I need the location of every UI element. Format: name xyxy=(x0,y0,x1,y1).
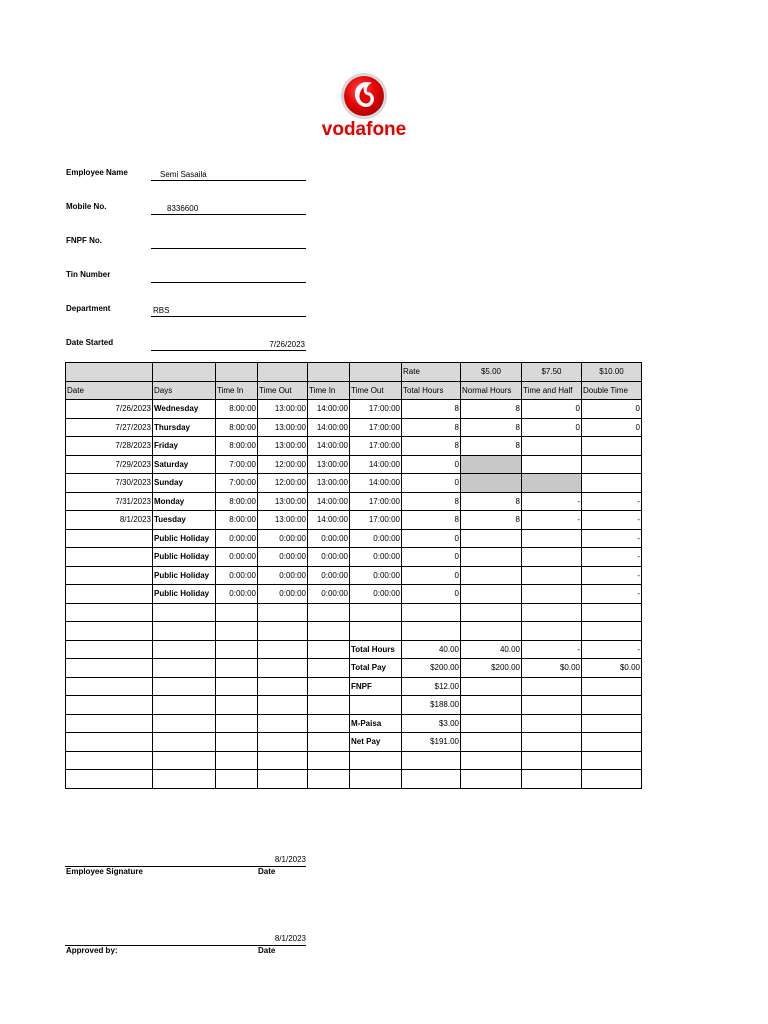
cell-double-time[interactable] xyxy=(582,437,642,456)
cell-total-hours[interactable]: 0 xyxy=(402,548,461,567)
table-row xyxy=(66,677,642,696)
cell-normal-hours[interactable] xyxy=(461,455,522,474)
cell-time-out[interactable]: 13:00:00 xyxy=(258,400,308,419)
cell-normal-hours[interactable] xyxy=(461,529,522,548)
cell-time-and-half[interactable] xyxy=(522,733,582,752)
cell-time-out[interactable]: 13:00:00 xyxy=(258,511,308,530)
cell-normal-hours[interactable] xyxy=(461,566,522,585)
cell-double-time[interactable] xyxy=(582,622,642,641)
cell-time-out-2[interactable]: Net Pay xyxy=(350,733,402,752)
header-row xyxy=(66,381,642,400)
cell-normal-hours[interactable]: 8 xyxy=(461,400,522,419)
cell-time-out-2[interactable]: Total Hours xyxy=(350,640,402,659)
date-started-value: 7/26/2023 xyxy=(269,340,305,349)
cell-time-out-2[interactable] xyxy=(350,603,402,622)
table-row xyxy=(66,622,642,641)
cell-normal-hours[interactable]: 8 xyxy=(461,492,522,511)
cell-days[interactable] xyxy=(153,640,216,659)
approved-date-label: Date xyxy=(258,946,276,955)
cell-days[interactable]: Saturday xyxy=(153,455,216,474)
cell-time-and-half[interactable] xyxy=(522,566,582,585)
cell-date[interactable]: 7/31/2023 xyxy=(66,492,153,511)
table-row xyxy=(66,770,642,789)
cell-time-and-half[interactable] xyxy=(522,751,582,770)
cell-time-in-2[interactable]: 0:00:00 xyxy=(308,566,350,585)
cell-time-and-half[interactable] xyxy=(522,622,582,641)
header-time-and-half[interactable]: Time and Half xyxy=(522,381,582,400)
cell-time-in-2[interactable]: 0:00:00 xyxy=(308,529,350,548)
rate-cell-normal-hours[interactable]: $5.00 xyxy=(461,363,522,382)
cell-normal-hours[interactable]: 8 xyxy=(461,511,522,530)
cell-days[interactable] xyxy=(153,770,216,789)
rate-cell-date[interactable] xyxy=(66,363,153,382)
rate-cell-time-out-2[interactable] xyxy=(350,363,402,382)
table-row xyxy=(66,603,642,622)
cell-time-in[interactable] xyxy=(216,659,258,678)
cell-time-out[interactable]: 12:00:00 xyxy=(258,455,308,474)
cell-time-and-half[interactable] xyxy=(522,455,582,474)
cell-date[interactable]: 7/27/2023 xyxy=(66,418,153,437)
header-time-in-2[interactable]: Time In xyxy=(308,381,350,400)
header-days[interactable]: Days xyxy=(153,381,216,400)
cell-time-in-2[interactable] xyxy=(308,622,350,641)
rate-cell-time-in-2[interactable] xyxy=(308,363,350,382)
cell-total-hours[interactable]: 8 xyxy=(402,437,461,456)
rate-cell-double-time[interactable]: $10.00 xyxy=(582,363,642,382)
cell-time-in-2[interactable]: 13:00:00 xyxy=(308,455,350,474)
cell-days[interactable] xyxy=(153,696,216,715)
cell-time-out-2[interactable]: 0:00:00 xyxy=(350,566,402,585)
cell-time-in-2[interactable]: 14:00:00 xyxy=(308,437,350,456)
cell-time-in[interactable]: 0:00:00 xyxy=(216,529,258,548)
cell-time-and-half[interactable] xyxy=(522,548,582,567)
cell-time-in[interactable]: 8:00:00 xyxy=(216,511,258,530)
cell-days[interactable]: Thursday xyxy=(153,418,216,437)
cell-normal-hours[interactable] xyxy=(461,733,522,752)
cell-time-and-half[interactable]: 0 xyxy=(522,400,582,419)
cell-time-out-2[interactable] xyxy=(350,770,402,789)
cell-time-out[interactable]: 13:00:00 xyxy=(258,437,308,456)
cell-date[interactable]: 7/29/2023 xyxy=(66,455,153,474)
table-row xyxy=(66,474,642,493)
cell-time-in[interactable]: 0:00:00 xyxy=(216,585,258,604)
fnpf-field[interactable] xyxy=(151,237,306,249)
table-row xyxy=(66,400,642,419)
vodafone-logo xyxy=(312,72,418,142)
table-row xyxy=(66,696,642,715)
cell-time-out[interactable] xyxy=(258,677,308,696)
rate-row xyxy=(66,363,642,382)
cell-date[interactable] xyxy=(66,714,153,733)
cell-date[interactable]: 7/30/2023 xyxy=(66,474,153,493)
cell-time-and-half[interactable]: - xyxy=(522,640,582,659)
employee-name-label: Employee Name xyxy=(66,168,128,177)
cell-time-in-2[interactable] xyxy=(308,659,350,678)
logo-wordmark: vodafone xyxy=(321,119,407,140)
cell-time-out-2[interactable] xyxy=(350,622,402,641)
cell-normal-hours[interactable] xyxy=(461,474,522,493)
mobile-label: Mobile No. xyxy=(66,202,107,211)
cell-time-out[interactable] xyxy=(258,770,308,789)
table-row xyxy=(66,640,642,659)
cell-days[interactable] xyxy=(153,603,216,622)
tin-field[interactable] xyxy=(151,271,306,283)
cell-time-and-half[interactable]: $0.00 xyxy=(522,659,582,678)
timesheet-table xyxy=(65,362,642,789)
fnpf-label: FNPF No. xyxy=(66,236,102,245)
cell-days[interactable]: Friday xyxy=(153,437,216,456)
cell-days[interactable]: Wednesday xyxy=(153,400,216,419)
header-date[interactable]: Date xyxy=(66,381,153,400)
cell-time-in[interactable]: 7:00:00 xyxy=(216,455,258,474)
cell-days[interactable]: Public Holiday xyxy=(153,585,216,604)
cell-time-out[interactable]: 12:00:00 xyxy=(258,474,308,493)
cell-time-out-2[interactable]: Total Pay xyxy=(350,659,402,678)
cell-total-hours[interactable] xyxy=(402,603,461,622)
table-row xyxy=(66,585,642,604)
cell-double-time[interactable] xyxy=(582,455,642,474)
cell-double-time[interactable]: - xyxy=(582,548,642,567)
cell-double-time[interactable]: 0 xyxy=(582,400,642,419)
cell-time-out[interactable] xyxy=(258,640,308,659)
table-row xyxy=(66,548,642,567)
cell-time-out-2[interactable]: FNPF xyxy=(350,677,402,696)
cell-time-out[interactable] xyxy=(258,659,308,678)
cell-total-hours[interactable]: $191.00 xyxy=(402,733,461,752)
cell-time-out-2[interactable]: 14:00:00 xyxy=(350,455,402,474)
cell-time-out[interactable] xyxy=(258,751,308,770)
cell-time-out-2[interactable]: 17:00:00 xyxy=(350,492,402,511)
table-row xyxy=(66,511,642,530)
cell-time-and-half[interactable] xyxy=(522,529,582,548)
cell-time-out-2[interactable]: 0:00:00 xyxy=(350,585,402,604)
table-row xyxy=(66,492,642,511)
mobile-value: 8336600 xyxy=(167,204,199,213)
cell-time-and-half[interactable] xyxy=(522,677,582,696)
department-field[interactable] xyxy=(151,305,306,317)
cell-double-time[interactable] xyxy=(582,714,642,733)
cell-time-in-2[interactable] xyxy=(308,733,350,752)
approved-by-label: Approved by: xyxy=(66,946,118,955)
header-normal-hours[interactable]: Normal Hours xyxy=(461,381,522,400)
cell-time-in[interactable] xyxy=(216,622,258,641)
cell-time-and-half[interactable] xyxy=(522,603,582,622)
employee-signature-date-label: Date xyxy=(258,867,276,876)
mobile-field[interactable] xyxy=(151,203,306,215)
cell-total-hours[interactable]: $200.00 xyxy=(402,659,461,678)
cell-total-hours[interactable]: 0 xyxy=(402,455,461,474)
employee-signature-label: Employee Signature xyxy=(66,867,143,876)
header-time-out[interactable]: Time Out xyxy=(258,381,308,400)
cell-time-in-2[interactable] xyxy=(308,751,350,770)
cell-time-and-half[interactable]: - xyxy=(522,511,582,530)
cell-time-in-2[interactable] xyxy=(308,770,350,789)
cell-total-hours[interactable]: 0 xyxy=(402,474,461,493)
cell-time-and-half[interactable] xyxy=(522,437,582,456)
cell-date[interactable] xyxy=(66,529,153,548)
cell-time-and-half[interactable] xyxy=(522,474,582,493)
cell-time-out[interactable]: 0:00:00 xyxy=(258,585,308,604)
cell-double-time[interactable]: - xyxy=(582,492,642,511)
cell-time-and-half[interactable] xyxy=(522,714,582,733)
cell-double-time[interactable] xyxy=(582,677,642,696)
cell-normal-hours[interactable]: 40.00 xyxy=(461,640,522,659)
cell-time-out[interactable]: 0:00:00 xyxy=(258,529,308,548)
cell-normal-hours[interactable] xyxy=(461,622,522,641)
cell-normal-hours[interactable] xyxy=(461,548,522,567)
cell-time-in[interactable] xyxy=(216,677,258,696)
cell-time-in-2[interactable]: 14:00:00 xyxy=(308,400,350,419)
cell-time-out-2[interactable]: 17:00:00 xyxy=(350,437,402,456)
cell-time-in-2[interactable]: 0:00:00 xyxy=(308,585,350,604)
rate-cell-time-out[interactable] xyxy=(258,363,308,382)
cell-time-and-half[interactable]: - xyxy=(522,492,582,511)
employee-name-field[interactable] xyxy=(151,169,306,181)
cell-days[interactable] xyxy=(153,751,216,770)
cell-double-time[interactable]: - xyxy=(582,529,642,548)
header-double-time[interactable]: Double Time xyxy=(582,381,642,400)
table-row xyxy=(66,437,642,456)
date-started-field[interactable] xyxy=(151,339,306,351)
cell-date[interactable]: 7/26/2023 xyxy=(66,400,153,419)
cell-time-in[interactable] xyxy=(216,733,258,752)
cell-total-hours[interactable]: 0 xyxy=(402,529,461,548)
cell-time-and-half[interactable] xyxy=(522,770,582,789)
rate-cell-total-hours[interactable]: Rate xyxy=(402,363,461,382)
cell-time-in[interactable] xyxy=(216,770,258,789)
cell-time-in[interactable]: 0:00:00 xyxy=(216,548,258,567)
date-started-label: Date Started xyxy=(66,338,114,347)
cell-double-time[interactable]: - xyxy=(582,566,642,585)
cell-total-hours[interactable] xyxy=(402,622,461,641)
cell-double-time[interactable] xyxy=(582,751,642,770)
cell-time-in-2[interactable] xyxy=(308,603,350,622)
department-label: Department xyxy=(66,304,111,313)
cell-days[interactable]: Public Holiday xyxy=(153,566,216,585)
header-total-hours[interactable]: Total Hours xyxy=(402,381,461,400)
cell-date[interactable] xyxy=(66,585,153,604)
cell-total-hours[interactable]: 40.00 xyxy=(402,640,461,659)
cell-time-out-2[interactable]: 0:00:00 xyxy=(350,529,402,548)
cell-date[interactable] xyxy=(66,696,153,715)
cell-time-in[interactable]: 7:00:00 xyxy=(216,474,258,493)
cell-time-in-2[interactable] xyxy=(308,696,350,715)
cell-total-hours[interactable]: $3.00 xyxy=(402,714,461,733)
cell-date[interactable] xyxy=(66,770,153,789)
cell-time-in[interactable] xyxy=(216,640,258,659)
cell-double-time[interactable] xyxy=(582,474,642,493)
cell-days[interactable] xyxy=(153,677,216,696)
cell-time-out[interactable]: 0:00:00 xyxy=(258,566,308,585)
table-row xyxy=(66,733,642,752)
table-row xyxy=(66,566,642,585)
cell-date[interactable]: 7/28/2023 xyxy=(66,437,153,456)
cell-normal-hours[interactable] xyxy=(461,585,522,604)
cell-normal-hours[interactable] xyxy=(461,677,522,696)
cell-date[interactable] xyxy=(66,733,153,752)
cell-time-in-2[interactable] xyxy=(308,714,350,733)
cell-date[interactable] xyxy=(66,548,153,567)
cell-total-hours[interactable]: $188.00 xyxy=(402,696,461,715)
cell-time-and-half[interactable] xyxy=(522,696,582,715)
cell-total-hours[interactable]: $12.00 xyxy=(402,677,461,696)
tin-label: Tin Number xyxy=(66,270,111,279)
table-row xyxy=(66,455,642,474)
cell-normal-hours[interactable] xyxy=(461,751,522,770)
cell-time-and-half[interactable] xyxy=(522,585,582,604)
cell-time-out-2[interactable]: 17:00:00 xyxy=(350,400,402,419)
cell-time-in-2[interactable]: 14:00:00 xyxy=(308,418,350,437)
cell-time-in-2[interactable] xyxy=(308,640,350,659)
cell-date[interactable] xyxy=(66,622,153,641)
cell-total-hours[interactable] xyxy=(402,751,461,770)
cell-days[interactable] xyxy=(153,714,216,733)
cell-time-out[interactable] xyxy=(258,622,308,641)
cell-date[interactable] xyxy=(66,677,153,696)
table-row xyxy=(66,529,642,548)
header-time-in[interactable]: Time In xyxy=(216,381,258,400)
cell-time-out[interactable]: 13:00:00 xyxy=(258,418,308,437)
cell-normal-hours[interactable]: 8 xyxy=(461,437,522,456)
cell-total-hours[interactable]: 8 xyxy=(402,418,461,437)
cell-double-time[interactable]: 0 xyxy=(582,418,642,437)
cell-days[interactable] xyxy=(153,659,216,678)
cell-days[interactable]: Sunday xyxy=(153,474,216,493)
employee-name-value: Semi Sasaila xyxy=(160,170,207,179)
rate-cell-time-and-half[interactable]: $7.50 xyxy=(522,363,582,382)
cell-time-in-2[interactable]: 14:00:00 xyxy=(308,492,350,511)
cell-total-hours[interactable] xyxy=(402,770,461,789)
cell-normal-hours[interactable] xyxy=(461,696,522,715)
cell-time-out-2[interactable]: 0:00:00 xyxy=(350,548,402,567)
cell-time-out-2[interactable]: M-Paisa xyxy=(350,714,402,733)
cell-total-hours[interactable]: 0 xyxy=(402,566,461,585)
cell-double-time[interactable] xyxy=(582,603,642,622)
approved-date: 8/1/2023 xyxy=(274,934,306,943)
cell-time-in[interactable]: 8:00:00 xyxy=(216,418,258,437)
cell-time-out[interactable]: 0:00:00 xyxy=(258,548,308,567)
cell-time-in[interactable] xyxy=(216,714,258,733)
cell-time-in-2[interactable]: 14:00:00 xyxy=(308,511,350,530)
cell-time-out-2[interactable]: 14:00:00 xyxy=(350,474,402,493)
cell-normal-hours[interactable] xyxy=(461,770,522,789)
cell-normal-hours[interactable] xyxy=(461,714,522,733)
cell-days[interactable] xyxy=(153,733,216,752)
cell-days[interactable]: Tuesday xyxy=(153,511,216,530)
cell-days[interactable]: Public Holiday xyxy=(153,529,216,548)
cell-days[interactable] xyxy=(153,622,216,641)
cell-double-time[interactable] xyxy=(582,696,642,715)
table-row xyxy=(66,714,642,733)
cell-normal-hours[interactable]: $200.00 xyxy=(461,659,522,678)
cell-time-in[interactable]: 8:00:00 xyxy=(216,400,258,419)
cell-time-out[interactable] xyxy=(258,603,308,622)
cell-total-hours[interactable]: 8 xyxy=(402,400,461,419)
cell-total-hours[interactable]: 0 xyxy=(402,585,461,604)
cell-time-out[interactable] xyxy=(258,733,308,752)
cell-time-out[interactable] xyxy=(258,714,308,733)
cell-normal-hours[interactable]: 8 xyxy=(461,418,522,437)
cell-double-time[interactable]: - xyxy=(582,511,642,530)
cell-time-in-2[interactable]: 13:00:00 xyxy=(308,474,350,493)
cell-date[interactable] xyxy=(66,603,153,622)
cell-double-time[interactable]: - xyxy=(582,640,642,659)
cell-date[interactable]: 8/1/2023 xyxy=(66,511,153,530)
cell-time-out-2[interactable]: 17:00:00 xyxy=(350,418,402,437)
table-row xyxy=(66,751,642,770)
cell-time-in-2[interactable] xyxy=(308,677,350,696)
cell-time-out-2[interactable]: 17:00:00 xyxy=(350,511,402,530)
rate-cell-time-in[interactable] xyxy=(216,363,258,382)
cell-total-hours[interactable]: 8 xyxy=(402,511,461,530)
cell-days[interactable]: Monday xyxy=(153,492,216,511)
header-time-out-2[interactable]: Time Out xyxy=(350,381,402,400)
cell-date[interactable] xyxy=(66,640,153,659)
cell-total-hours[interactable]: 8 xyxy=(402,492,461,511)
cell-time-in-2[interactable]: 0:00:00 xyxy=(308,548,350,567)
department-value: RBS xyxy=(153,306,170,315)
cell-time-out-2[interactable] xyxy=(350,696,402,715)
cell-time-in[interactable] xyxy=(216,603,258,622)
cell-days[interactable]: Public Holiday xyxy=(153,548,216,567)
table-row xyxy=(66,418,642,437)
cell-time-in[interactable]: 8:00:00 xyxy=(216,492,258,511)
cell-date[interactable] xyxy=(66,659,153,678)
cell-date[interactable] xyxy=(66,751,153,770)
cell-time-out-2[interactable] xyxy=(350,751,402,770)
rate-cell-days[interactable] xyxy=(153,363,216,382)
employee-signature-date: 8/1/2023 xyxy=(274,855,306,864)
cell-double-time[interactable]: $0.00 xyxy=(582,659,642,678)
table-row xyxy=(66,659,642,678)
cell-time-and-half[interactable]: 0 xyxy=(522,418,582,437)
cell-double-time[interactable] xyxy=(582,770,642,789)
cell-double-time[interactable] xyxy=(582,733,642,752)
cell-time-in[interactable]: 8:00:00 xyxy=(216,437,258,456)
cell-time-in[interactable] xyxy=(216,751,258,770)
cell-time-in[interactable]: 0:00:00 xyxy=(216,566,258,585)
cell-double-time[interactable]: - xyxy=(582,585,642,604)
cell-normal-hours[interactable] xyxy=(461,603,522,622)
cell-time-out[interactable]: 13:00:00 xyxy=(258,492,308,511)
cell-time-in[interactable] xyxy=(216,696,258,715)
cell-time-out[interactable] xyxy=(258,696,308,715)
cell-date[interactable] xyxy=(66,566,153,585)
